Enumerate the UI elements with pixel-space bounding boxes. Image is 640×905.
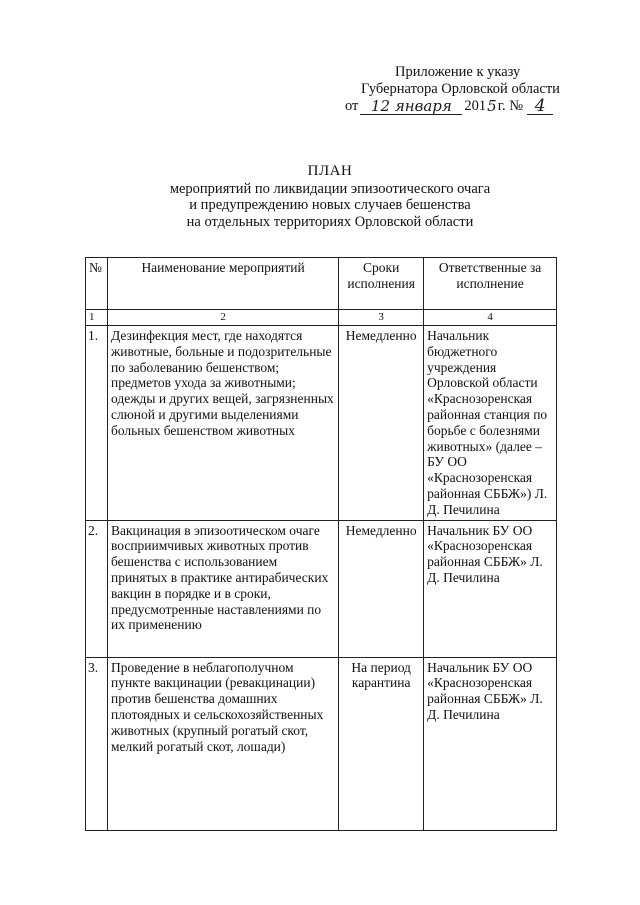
appendix-label: Приложение к указу (395, 64, 521, 80)
heading-line-3: на отдельных территориях Орловской области (186, 213, 474, 230)
year-suffix: г. № (497, 98, 524, 114)
header-responsible: Ответственные за исполнение (424, 258, 557, 310)
column-number: 3 (339, 310, 424, 326)
table-row (86, 520, 557, 657)
measure-term: Немедленно (339, 520, 424, 657)
table-row (86, 657, 557, 830)
issuer-label: Губернатора Орловской области (361, 81, 560, 97)
table-header-row (86, 258, 557, 310)
decree-reference (345, 98, 585, 115)
plan-table (85, 257, 557, 831)
measure-responsible: Начальник БУ ОО «Краснозоренская районная СББЖ» Л. Д. Печилина (424, 520, 557, 657)
measure-name: Дезинфекция мест, где находятся животные, больные и подозрительные по заболеванию бешенством; предметов ухода за животными; одежды и других вещей, загрязненных слюной и другими выделениями больных бешенством животных (107, 326, 338, 521)
page-title: ПЛАН (307, 163, 353, 179)
column-number: 1 (86, 310, 108, 326)
column-number: 2 (107, 310, 338, 326)
measure-responsible: Начальник БУ ОО «Краснозоренская районная СББЖ» Л. Д. Печилина (424, 657, 557, 830)
column-number-row (86, 310, 557, 326)
measure-responsible: Начальник бюджетного учреждения Орловской области «Краснозоренская районная станция по борьбе с болезнями животных» (далее – БУ ОО «Краснозоренская районная СББЖ») Л. Д. Печилина (424, 326, 557, 521)
measure-name: Вакцинация в эпизоотическом очаге восприимчивых животных против бешенства с использованием принятых в практике антирабических вакцин в порядке и в сроки, предусмотренные наставлениями по их применению (107, 520, 338, 657)
column-number: 4 (424, 310, 557, 326)
handwritten-date: 12 января (360, 99, 462, 115)
row-number: 2. (86, 520, 108, 657)
approval-block (345, 64, 585, 115)
handwritten-number: 4 (527, 99, 553, 115)
row-number: 3. (86, 657, 108, 830)
year-prefix: 201 (464, 98, 487, 114)
measure-name: Проведение в неблагополучном пункте вакцинации (ревакцинации) против бешенства домашних плотоядных и сельскохозяйственных животных (крупный рогатый скот, мелкий рогатый скот, лошади) (107, 657, 338, 830)
row-number: 1. (86, 326, 108, 521)
heading-line-1: мероприятий по ликвидации эпизоотического очага (169, 180, 491, 197)
header-name: Наименование мероприятий (107, 258, 338, 310)
document-heading (150, 163, 510, 230)
table-row (86, 326, 557, 521)
measure-term: Немедленно (339, 326, 424, 521)
heading-line-2: и предупреждению новых случаев бешенства (189, 197, 471, 213)
handwritten-year: 5 (487, 97, 497, 115)
measure-term: На период карантина (339, 657, 424, 830)
header-term: Сроки исполнения (339, 258, 424, 310)
header-number: № (86, 258, 108, 310)
date-prefix: от (345, 98, 359, 114)
